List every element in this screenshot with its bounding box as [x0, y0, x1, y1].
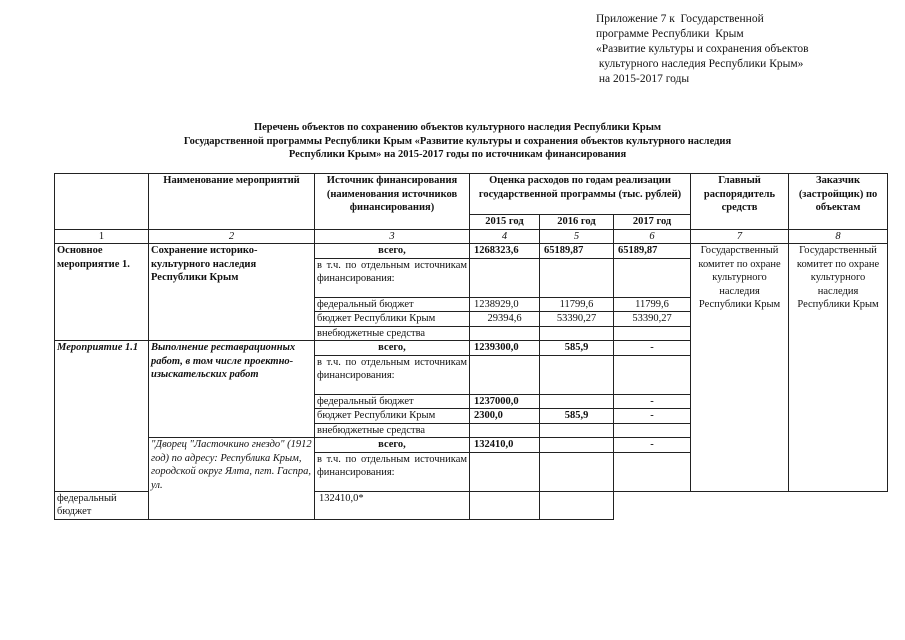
value-cell: - [614, 409, 691, 424]
source-total: всего, [315, 341, 470, 356]
value-cell [540, 491, 614, 519]
source-regional: бюджет Республики Крым [315, 312, 470, 327]
value-cell [470, 258, 540, 297]
main-event-name: Сохранение историко-культурного наследия Республики Крым [149, 244, 315, 341]
value-cell: 65189,87 [614, 244, 691, 259]
source-incl: в т.ч. по отдельным источникам финансирования: [315, 452, 470, 491]
column-number-row [55, 229, 888, 244]
header-year-2016: 2016 год [540, 215, 614, 230]
value-cell: 29394,6 [470, 312, 540, 327]
value-cell [614, 258, 691, 297]
column-number: 2 [149, 229, 315, 244]
value-cell: - [614, 341, 691, 356]
value-cell [470, 355, 540, 394]
value-cell: - [614, 394, 691, 409]
appendix-note [596, 12, 809, 87]
source-regional: бюджет Республики Крым [315, 409, 470, 424]
value-cell: 1268323,6 [470, 244, 540, 259]
value-cell: 585,9 [540, 341, 614, 356]
value-cell: 11799,6 [614, 297, 691, 312]
value-cell [470, 326, 540, 341]
appendix-line: Приложение 7 к Государственной [596, 13, 764, 25]
appendix-line: культурного наследия Республики Крым» [596, 58, 804, 70]
main-manager: Государственный комитет по охране культурного наследия Республики Крым [691, 244, 789, 492]
value-cell: 2300,0 [470, 409, 540, 424]
source-incl: в т.ч. по отдельным источникам финансирования: [315, 355, 470, 394]
header-name: Наименование мероприятий [149, 174, 315, 230]
appendix-line: программе Республики Крым [596, 28, 744, 40]
value-cell [540, 423, 614, 438]
value-cell [540, 394, 614, 409]
column-number: 5 [540, 229, 614, 244]
financing-table [54, 173, 888, 520]
value-cell: 1237000,0 [470, 394, 540, 409]
appendix-line: «Развитие культуры и сохранения объектов [596, 43, 809, 55]
value-cell [614, 355, 691, 394]
header-source: Источник финансирования (наименования источников финансирования) [315, 174, 470, 230]
value-cell: 53390,27 [614, 312, 691, 327]
title-line: Республики Крым» на 2015-2017 годы по источникам финансирования [288, 149, 627, 160]
value-cell: 132410,0* [315, 491, 470, 519]
object-name: "Дворец "Ласточкино гнездо" (1912 год) по адресу: Республика Крым, городской округ Ялта, пгт. Гаспра, ул. [149, 438, 315, 520]
appendix-line: на 2015-2017 годы [596, 73, 690, 85]
column-number: 1 [55, 229, 149, 244]
column-number: 6 [614, 229, 691, 244]
source-offbudget: внебюджетные средства [315, 423, 470, 438]
value-cell: - [614, 438, 691, 453]
column-number: 4 [470, 229, 540, 244]
column-number: 3 [315, 229, 470, 244]
value-cell [540, 452, 614, 491]
header-estimate: Оценка расходов по годам реализации государственной программы (тыс. рублей) [470, 174, 691, 215]
value-cell [470, 452, 540, 491]
value-cell: 65189,87 [540, 244, 614, 259]
title-line: Государственной программы Республики Крым «Развитие культуры и сохранения объектов культурного наследия [183, 135, 732, 147]
value-cell [614, 452, 691, 491]
value-cell [470, 491, 540, 519]
value-cell [540, 438, 614, 453]
source-total: всего, [315, 438, 470, 453]
source-federal: федеральный бюджет [315, 297, 470, 312]
value-cell [614, 326, 691, 341]
source-federal: федеральный бюджет [315, 394, 470, 409]
value-cell: 132410,0 [470, 438, 540, 453]
value-cell: 1239300,0 [470, 341, 540, 356]
header-empty-cell [55, 174, 149, 230]
value-cell: 1238929,0 [470, 297, 540, 312]
source-incl: в т.ч. по отдельным источникам финансирования: [315, 258, 470, 297]
header-year-2017: 2017 год [614, 215, 691, 230]
event-code: Мероприятие 1.1 [55, 341, 149, 492]
table-row [55, 244, 888, 259]
column-number: 8 [789, 229, 888, 244]
value-cell [614, 423, 691, 438]
value-cell [470, 423, 540, 438]
main-event-code: Основное мероприятие 1. [55, 244, 149, 341]
value-cell: 53390,27 [540, 312, 614, 327]
value-cell [540, 258, 614, 297]
header-row [55, 174, 888, 215]
column-number: 7 [691, 229, 789, 244]
event-name: Выполнение реставрационных работ, в том числе проектно-изыскательских работ [149, 341, 315, 438]
header-manager: Главный распорядитель средств [691, 174, 789, 230]
source-offbudget: внебюджетные средства [315, 326, 470, 341]
title-line: Перечень объектов по сохранению объектов культурного наследия Республики Крым [253, 122, 662, 133]
value-cell: 11799,6 [540, 297, 614, 312]
value-cell [540, 326, 614, 341]
document-title [100, 121, 815, 162]
header-customer: Заказчик (застройщик) по объектам [789, 174, 888, 230]
value-cell: 585,9 [540, 409, 614, 424]
header-year-2015: 2015 год [470, 215, 540, 230]
main-customer: Государственный комитет по охране культурного наследия Республики Крым [789, 244, 888, 492]
source-federal: федеральный бюджет [55, 491, 149, 519]
value-cell [540, 355, 614, 394]
source-total: всего, [315, 244, 470, 259]
